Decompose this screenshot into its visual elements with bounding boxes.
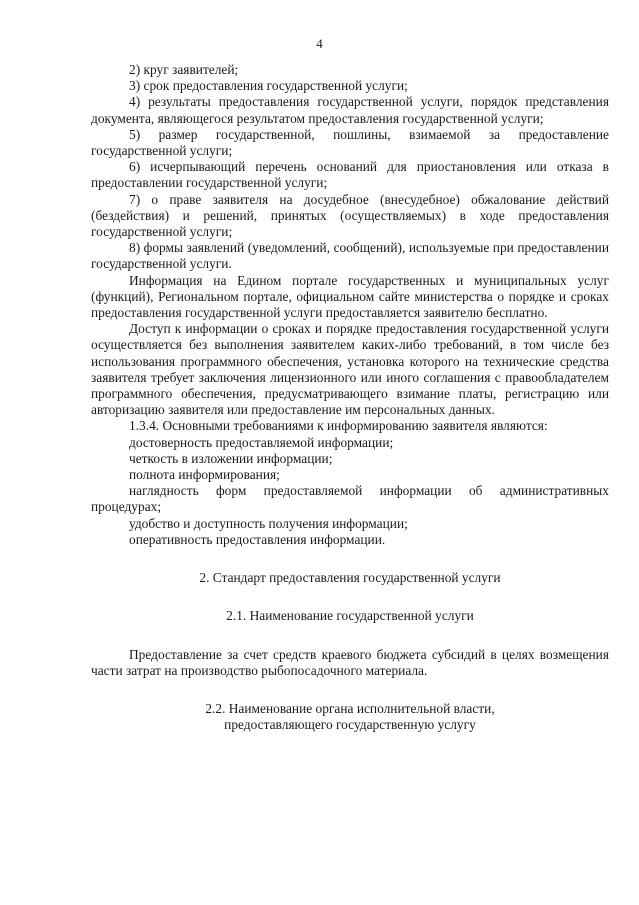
- requirement-item: удобство и доступность получения информации;: [129, 515, 408, 531]
- list-item: 7) о праве заявителя на досудебное (внесудебное) обжалование действий (бездействия) и решений, принятых (осуществляемых) в ходе предоставления государственной услуги;: [91, 191, 609, 240]
- list-item: 2) круг заявителей;: [129, 62, 239, 77]
- access-paragraph: Доступ к информации о сроках и порядке предоставления государственной услуги осуществляется без выполнения заявителем каких-либо требований, в том числе без использования программного обеспечения, установка которого на технические средства заявителя требует заключения лицензионного или иного соглашения с правообладателем программного обеспечения, предусматривающего взимание платы, регистрацию или авторизацию заявителя или предоставление им персональных данных.: [91, 321, 609, 418]
- list-item: 4) результаты предоставления государственной услуги, порядок представления документа, являющегося результатом предоставления государственной услуги;: [91, 94, 609, 126]
- section-2-2-title-line2: предоставляющего государственную услугу: [224, 717, 476, 733]
- requirement-item: оперативность предоставления информации.: [129, 531, 386, 547]
- requirement-item: четкость в изложении информации;: [129, 450, 333, 466]
- section-2-2-title-line1: 2.2. Наименование органа исполнительной власти,: [205, 700, 495, 716]
- document-body: [91, 62, 609, 733]
- section-2-1-title: 2.1. Наименование государственной услуги: [226, 608, 474, 624]
- list-item: 5) размер государственной, пошлины, взимаемой за предоставление государственной услуги;: [91, 126, 609, 159]
- list-item: 3) срок предоставления государственной услуги;: [129, 78, 408, 94]
- section-2-title: 2. Стандарт предоставления государственной услуги: [199, 570, 501, 586]
- requirement-item: достоверность предоставляемой информации;: [129, 434, 394, 450]
- requirement-item: наглядность форм предоставляемой информации об административных процедурах;: [91, 483, 609, 515]
- requirement-item: полнота информирования;: [129, 467, 280, 483]
- list-item: 8) формы заявлений (уведомлений, сообщений), используемые при предоставлении государственной услуги.: [91, 240, 609, 272]
- list-item: 6) исчерпывающий перечень оснований для приостановления или отказа в предоставлении государственной услуги;: [91, 159, 609, 191]
- requirements-intro: 1.3.4. Основными требованиями к информированию заявителя являются:: [129, 418, 548, 434]
- section-2-1-text: Предоставление за счет средств краевого бюджета субсидий в целях возмещения части затрат на производство рыбопосадочного материала.: [91, 646, 609, 678]
- info-portal-paragraph: Информация на Едином портале государственных и муниципальных услуг (функций), Региональном портале, официальном сайте министерства о порядке и сроках предоставления государственной услуги предоставляется заявителю бесплатно.: [91, 272, 609, 321]
- page-number: 4: [316, 36, 323, 51]
